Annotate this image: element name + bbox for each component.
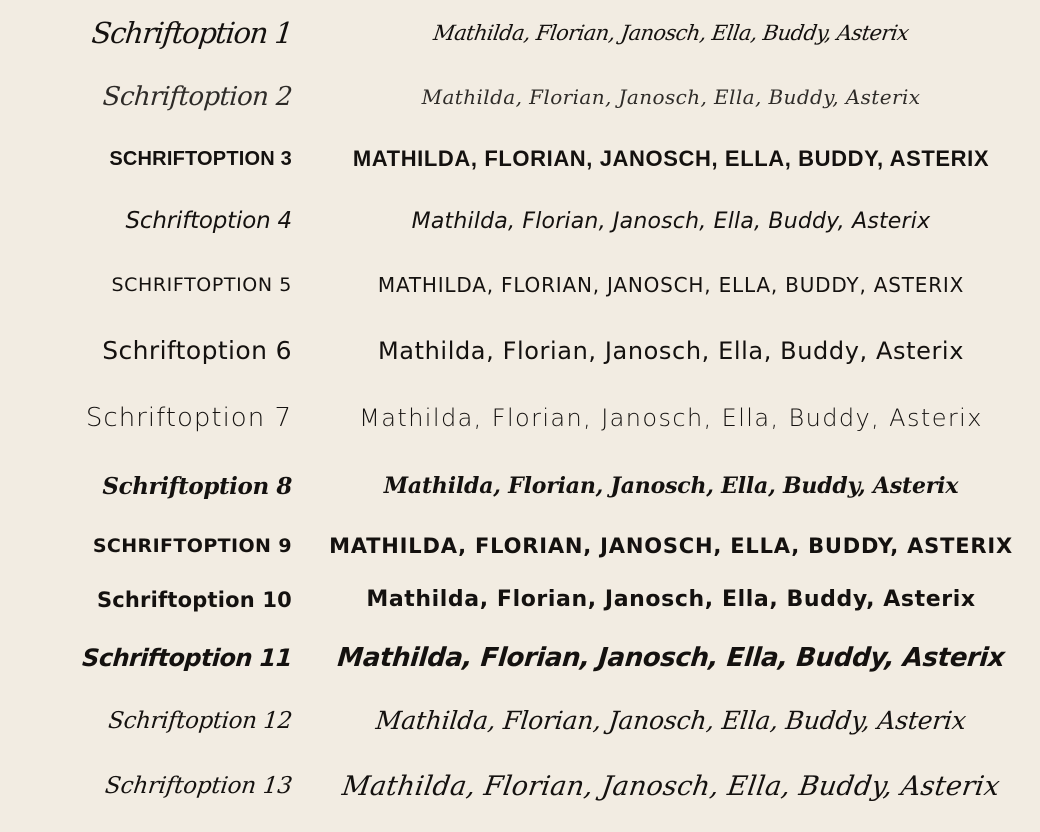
font-option-row[interactable] (0, 572, 1040, 627)
font-option-sample: Mathilda, Florian, Janosch, Ella, Buddy, Asterix (411, 208, 931, 234)
font-option-sample: Mathilda, Florian, Janosch, Ella, Buddy, Asterix (359, 404, 983, 432)
font-option-row[interactable] (0, 252, 1040, 317)
font-option-sample: Mathilda, Florian, Janosch, Ella, Buddy, Asterix (421, 85, 921, 109)
font-option-row[interactable] (0, 520, 1040, 572)
font-option-label: Schriftoption 8 (102, 472, 292, 500)
font-option-label: Schriftoption 4 (125, 208, 292, 234)
font-option-label: Schriftoption 1 (90, 16, 294, 50)
font-option-sample: Mathilda, Florian, Janosch, Ella, Buddy, Asterix (340, 770, 1002, 802)
font-option-row[interactable] (0, 190, 1040, 252)
font-option-row[interactable] (0, 0, 1040, 66)
font-option-label: Schriftoption 10 (96, 587, 292, 612)
font-option-row[interactable] (0, 627, 1040, 689)
font-option-label: Schriftoption 11 (81, 644, 293, 672)
font-option-sample: Mathilda, Florian, Janosch, Ella, Buddy, Asterix (431, 21, 911, 45)
font-option-sample: MATHILDA, FLORIAN, JANOSCH, ELLA, BUDDY, ASTERIX (329, 534, 1013, 558)
font-option-row[interactable] (0, 384, 1040, 452)
font-option-sample: Mathilda, Florian, Janosch, Ella, Buddy, Asterix (374, 706, 968, 735)
font-option-sample: Mathilda, Florian, Janosch, Ella, Buddy, Asterix (383, 473, 959, 499)
font-option-row[interactable] (0, 689, 1040, 752)
font-option-label: Schriftoption 12 (107, 707, 294, 734)
font-option-label: SCHRIFTOPTION 3 (109, 147, 292, 170)
font-option-label: SCHRIFTOPTION 5 (111, 273, 292, 296)
font-option-row[interactable] (0, 452, 1040, 520)
font-option-row[interactable] (0, 66, 1040, 128)
font-option-sample: MATHILDA, FLORIAN, JANOSCH, ELLA, BUDDY, ASTERIX (352, 146, 990, 171)
font-option-sample: Mathilda, Florian, Janosch, Ella, Buddy, Asterix (366, 587, 976, 612)
font-option-label: Schriftoption 13 (103, 773, 294, 799)
font-option-label: Schriftoption 2 (101, 82, 294, 112)
font-option-row[interactable] (0, 752, 1040, 820)
font-option-label: SCHRIFTOPTION 9 (92, 535, 292, 557)
font-option-row[interactable] (0, 317, 1040, 384)
font-option-sample: Mathilda, Florian, Janosch, Ella, Buddy, Asterix (378, 336, 964, 365)
font-option-sample: Mathilda, Florian, Janosch, Ella, Buddy, Asterix (336, 643, 1006, 673)
font-option-label: Schriftoption 6 (102, 336, 292, 365)
font-option-label: Schriftoption 7 (85, 403, 292, 433)
font-option-row[interactable] (0, 128, 1040, 190)
font-option-sample: MATHILDA, FLORIAN, JANOSCH, ELLA, BUDDY, ASTERIX (377, 272, 965, 297)
